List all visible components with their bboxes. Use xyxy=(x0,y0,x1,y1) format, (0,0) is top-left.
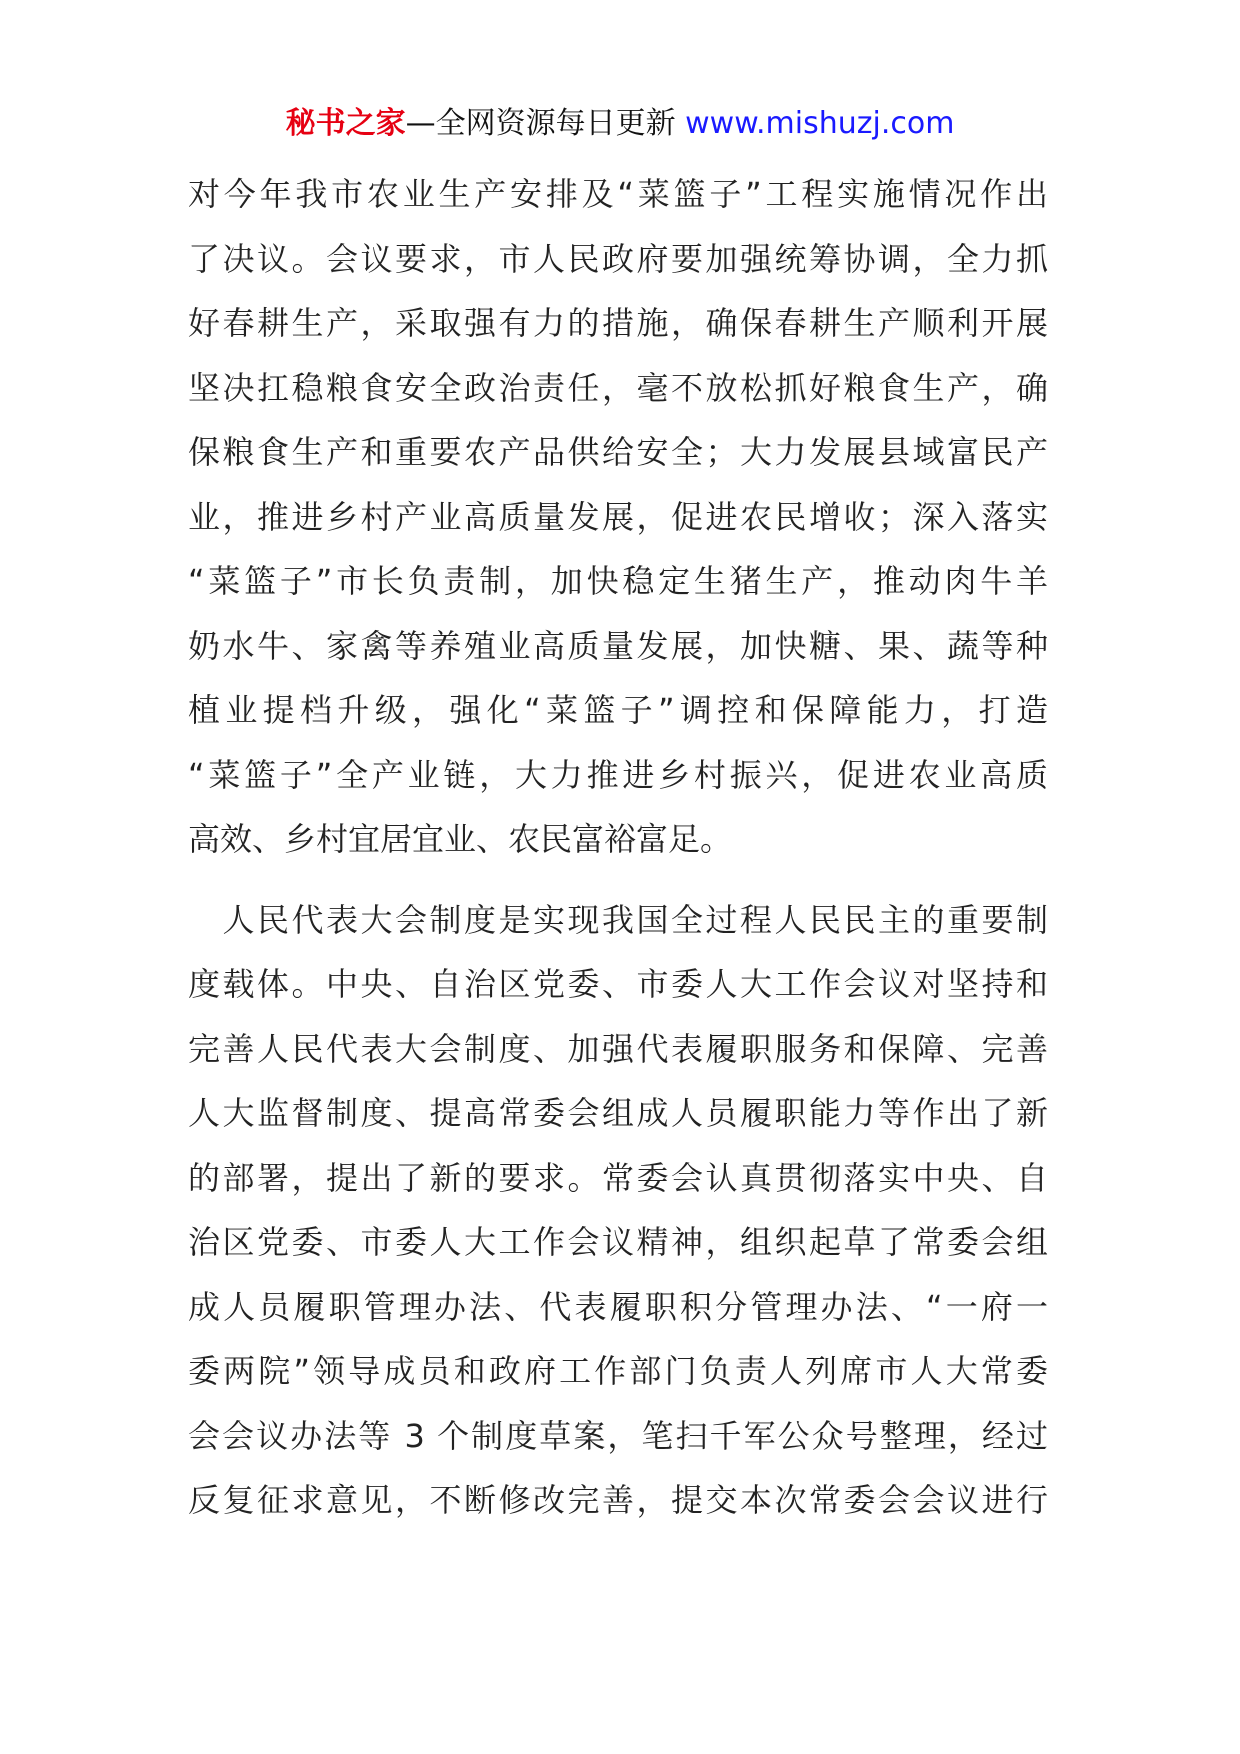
text-line: 植业提档升级，强化“菜篮子”调控和保障能力，打造 xyxy=(188,691,1048,729)
paragraph-gap xyxy=(188,872,1048,888)
text-line: “菜篮子”全产业链，大力推进乡村振兴，促进农业高质 xyxy=(188,755,1048,794)
text-line: 委两院”领导成员和政府工作部门负责人列席市人大常委 xyxy=(188,1352,1048,1390)
text-line: 高效、乡村宜居宜业、农民富裕富足。 xyxy=(188,820,733,858)
document-body xyxy=(188,162,1048,1533)
text-line: 治区党委、市委人大工作会议精神，组织起草了常委会组 xyxy=(188,1223,1048,1261)
text-line: 反复征求意见，不断修改完善，提交本次常委会会议进行 xyxy=(188,1481,1048,1519)
text-line: 度载体。中央、自治区党委、市委人大工作会议对坚持和 xyxy=(188,965,1048,1003)
text-line: 会会议办法等 3 个制度草案，笔扫千军公众号整理，经过 xyxy=(188,1416,1048,1455)
text-line: 奶水牛、家禽等养殖业高质量发展，加快糖、果、蔬等种 xyxy=(188,626,1048,665)
site-tagline: —全网资源每日更新 xyxy=(405,106,676,141)
text-line: 了决议。会议要求，市人民政府要加强统筹协调，全力抓 xyxy=(188,239,1048,278)
site-header xyxy=(0,102,1240,146)
site-url-link[interactable]: www.mishuzj.com xyxy=(685,106,955,141)
site-brand: 秘书之家 xyxy=(285,106,406,141)
text-line: 好春耕生产，采取强有力的措施，确保春耕生产顺利开展 xyxy=(188,304,1048,342)
text-line: “菜篮子”市长负责制，加快稳定生猪生产，推动肉牛羊 xyxy=(188,562,1048,600)
text-line: 保粮食生产和重要农产品供给安全；大力发展县域富民产 xyxy=(188,433,1048,471)
paragraph-1 xyxy=(188,162,1048,872)
text-line: 对今年我市农业生产安排及“菜篮子”工程实施情况作出 xyxy=(188,175,1048,213)
text-line: 成人员履职管理办法、代表履职积分管理办法、“一府一 xyxy=(188,1287,1048,1326)
paragraph-2 xyxy=(188,888,1048,1533)
text-line: 坚决扛稳粮食安全政治责任，毫不放松抓好粮食生产，确 xyxy=(188,368,1048,407)
text-line: 人民代表大会制度是实现我国全过程人民民主的重要制 xyxy=(188,900,1048,939)
text-line: 业，推进乡村产业高质量发展，促进农民增收；深入落实 xyxy=(188,497,1048,536)
text-line: 完善人民代表大会制度、加强代表履职服务和保障、完善 xyxy=(188,1029,1048,1068)
text-line: 人大监督制度、提高常委会组成人员履职能力等作出了新 xyxy=(188,1094,1048,1132)
text-line: 的部署，提出了新的要求。常委会认真贯彻落实中央、自 xyxy=(188,1158,1048,1197)
